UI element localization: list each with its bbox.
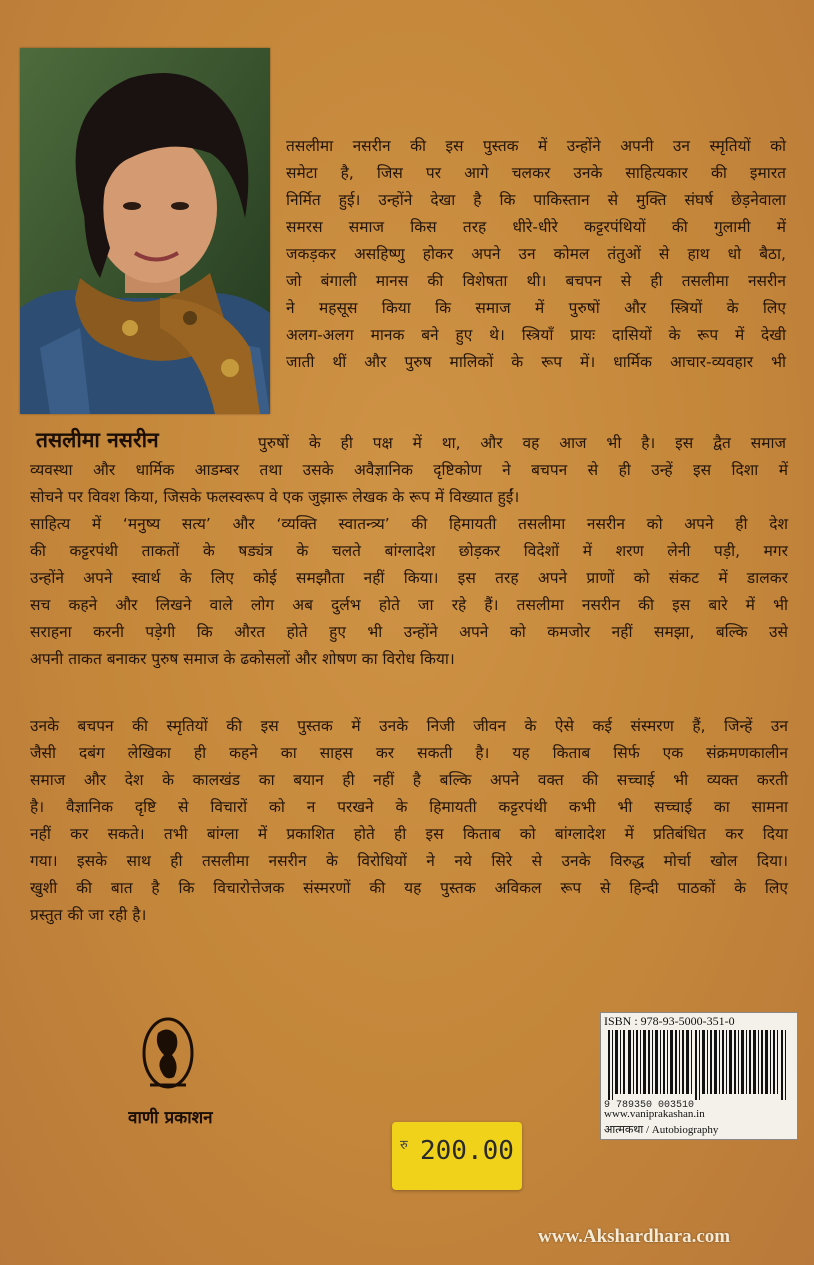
text-line: जाती थीं और पुरुष मालिकों के रूप में। धार्मिक आचार-व्यवहार भी bbox=[286, 353, 786, 371]
price-sticker bbox=[392, 1122, 522, 1190]
text-line: सोचने पर विवश किया, जिसके फलस्वरूप वे एक जुझारू लेखक के रूप में विख्यात हुईं। bbox=[30, 488, 520, 506]
blurb-paragraph-2 bbox=[30, 511, 788, 673]
text-line: अलग-अलग मानक बने हुए थे। स्त्रियाँ प्रायः दासियों के रूप में देखी bbox=[286, 326, 786, 344]
text-line: खुशी की बात है कि विचारोत्तेजक संस्मरणों की यह पुस्तक अविकल रूप से हिन्दी पाठकों के लिए bbox=[30, 879, 788, 897]
author-photo bbox=[20, 48, 270, 414]
text-line: तसलीमा नसरीन की इस पुस्तक में उन्होंने अपनी उन स्मृतियों को bbox=[286, 137, 786, 155]
text-line: पुरुषों के ही पक्ष में था, और वह आज भी है। इस द्वैत समाज bbox=[258, 434, 786, 452]
text-line: जकड़कर असहिष्णु होकर अपने उन कोमल तंतुओं से हाथ धो बैठा, bbox=[286, 245, 786, 263]
text-line: निर्मित हुई। उन्होंने देखा है कि पाकिस्तान से मुक्ति संघर्ष छेड़नेवाला bbox=[286, 191, 786, 209]
text-line: समरस समाज किस तरह धीरे-धीरे कट्टरपंथियों की गुलामी में bbox=[286, 218, 786, 236]
text-line: उनके बचपन की स्मृतियों की इस पुस्तक में उनके निजी जीवन के ऐसे कई संस्मरण हैं, जिन्हें उन bbox=[30, 717, 788, 735]
text-line: साहित्य में ‘मनुष्य सत्य’ और ‘व्यक्ति स्वातन्त्र्य’ की हिमायती तसलीमा नसरीन को अपने ही देश bbox=[30, 515, 788, 533]
blurb-paragraph-3 bbox=[30, 713, 788, 929]
price-value: 200.00 bbox=[420, 1136, 514, 1166]
text-line: नहीं कर सकते। तभी बांग्ला में प्रकाशित होते ही इस किताब को बांग्लादेश में प्रतिबंधित कर दिया bbox=[30, 825, 788, 843]
blurb-paragraph-1-continued bbox=[30, 457, 788, 511]
text-line: व्यवस्था और धार्मिक आडम्बर तथा उसके अवैज्ञानिक दृष्टिकोण ने बचपन से ही उन्हें इस दिशा में bbox=[30, 461, 788, 479]
text-line: गया। इसके साथ ही तसलीमा नसरीन के विरोधियों ने नये सिरे से उनके विरुद्ध मोर्चा खोल दिया। bbox=[30, 852, 788, 870]
text-line: उन्होंने अपने स्वार्थ के लिए कोई समझौता नहीं किया। इस तरह अपने प्राणों को संकट में डालकर bbox=[30, 569, 788, 587]
text-line: जैसी दबंग लेखिका ही कहने का साहस कर सकती है। यह किताब सिर्फ एक संक्रमणकालीन bbox=[30, 744, 788, 762]
author-portrait-image bbox=[20, 48, 270, 414]
text-line: अपनी ताकत बनाकर पुरुष समाज के ढकोसलों और शोषण का विरोध किया। bbox=[30, 650, 455, 668]
text-line: सराहना करनी पड़ेगी कि औरत होते हुए भी उन्होंने अपने को कमजोर नहीं समझा, बल्कि उसे bbox=[30, 623, 788, 641]
text-line: समाज और देश के कालखंड का बयान ही नहीं है बल्कि अपने वक्त की सच्चाई भी व्यक्त करती bbox=[30, 771, 788, 789]
barcode-icon bbox=[604, 1030, 792, 1100]
text-line: सच कहने और लिखने वाले लोग अब दुर्लभ होते जा रहे हैं। तसलीमा नसरीन की इस बारे में भी bbox=[30, 596, 788, 614]
author-name: तसलीमा नसरीन bbox=[36, 428, 159, 452]
text-line: है। वैज्ञानिक दृष्टि से विचारों को न परखने के हिमायती कट्टरपंथी कभी भी सच्चाई का सामना bbox=[30, 798, 788, 816]
book-category: आत्मकथा / Autobiography bbox=[604, 1124, 719, 1136]
text-line: समेटा है, जिस पर आगे चलकर उनके साहित्यकार की इमारत bbox=[286, 164, 786, 182]
isbn-text: ISBN : 978-93-5000-351-0 bbox=[604, 1014, 735, 1028]
publisher-name: वाणी प्रकाशन bbox=[128, 1108, 213, 1128]
blurb-paragraph-1-wide-line bbox=[258, 430, 786, 457]
publisher-logo bbox=[128, 1015, 238, 1139]
text-line: प्रस्तुत की जा रही है। bbox=[30, 906, 147, 924]
text-line: की कट्टरपंथी ताकतों के षड्यंत्र के चलते बांग्लादेश छोड़कर विदेशों में शरण लेनी पड़ी, मगर bbox=[30, 542, 788, 560]
barcode-digits: 9 789350 003510 bbox=[604, 1100, 695, 1111]
watermark-text: www.Akshardhara.com bbox=[538, 1226, 731, 1247]
publisher-emblem-icon bbox=[128, 1015, 238, 1135]
publisher-website: www.vaniprakashan.in bbox=[604, 1108, 705, 1120]
text-line: ने महसूस किया कि समाज में पुरुषों और स्त्रियों के लिए bbox=[286, 299, 786, 317]
text-line: जो बंगाली मानस की विशेषता थी। बचपन से ही तसलीमा नसरीन bbox=[286, 272, 786, 290]
blurb-paragraph-1 bbox=[286, 133, 786, 376]
currency-symbol: रु bbox=[400, 1138, 408, 1153]
